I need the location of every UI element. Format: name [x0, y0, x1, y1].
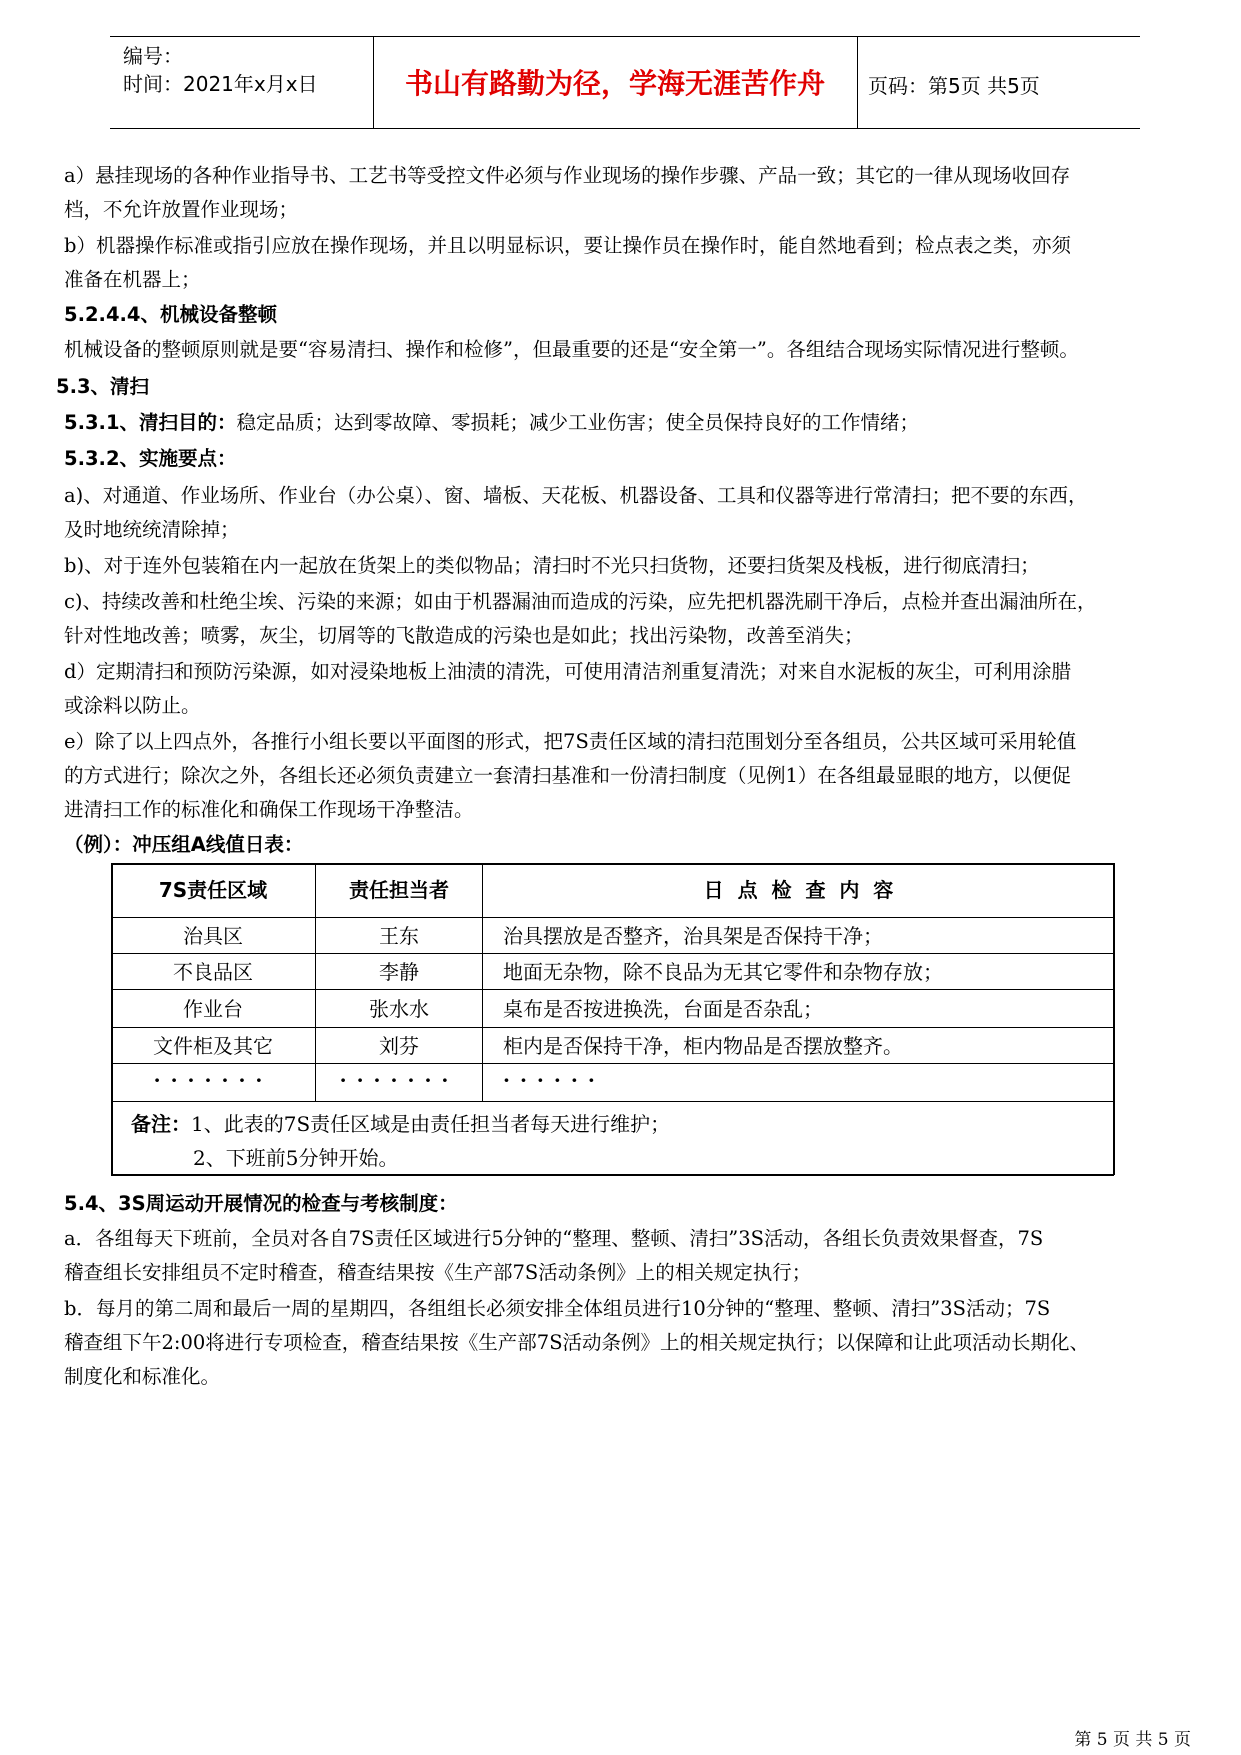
- table-rule: [111, 863, 1114, 865]
- table-cell-content: 桌布是否按进换洗，台面是否杂乱；: [503, 997, 823, 1021]
- table-rule: [111, 989, 1114, 990]
- table-cell-ellipsis: ·······: [153, 1068, 273, 1092]
- points-line: 进清扫工作的标准化和确保工作现场干净整洁。: [64, 798, 474, 821]
- purpose-line: [64, 410, 919, 436]
- table-cell-area: 作业台: [183, 997, 243, 1021]
- table-rule: [111, 1027, 1114, 1028]
- table-cell-content: 治具摆放是否整齐，治具架是否保持干净；: [503, 924, 883, 948]
- header-time-label: 时间：2021年x月x日: [123, 72, 318, 96]
- section-54-line: 稽查组长安排组员不定时稽查，稽查结果按《生产部7S活动条例》上的相关规定执行；: [64, 1261, 812, 1284]
- page-footer: 第 5 页 共 5 页: [1074, 1730, 1191, 1750]
- table-rule: [111, 1174, 1114, 1176]
- table-cell-area: 治具区: [183, 924, 243, 948]
- points-line: d）定期清扫和预防污染源，如对浸染地板上油渍的清洗，可使用清洁剂重复清洗；对来自水泥板的灰尘，可利用涂腊: [64, 660, 1071, 683]
- body-line: 档，不允许放置作业现场；: [64, 198, 299, 221]
- table-note-line: [131, 1111, 670, 1137]
- points-line: 的方式进行；除次之外，各组长还必须负责建立一套清扫基准和一份清扫制度（见例1）在各组最显眼的地方，以便促: [64, 764, 1071, 787]
- points-line: 及时地统统清除掉；: [64, 518, 240, 541]
- table-cell-owner: 王东: [379, 924, 419, 948]
- table-cell-content: 柜内是否保持干净，柜内物品是否摆放整齐。: [503, 1034, 903, 1058]
- section-54-line: a．各组每天下班前，全员对各自7S责任区域进行5分钟的“整理、整顿、清扫”3S活动，各组长负责效果督查，7S: [64, 1227, 1044, 1250]
- points-line: 或涂料以防止。: [64, 694, 201, 717]
- table-rule: [111, 953, 1114, 954]
- section-text-5244: 机械设备的整顿原则就是要“容易清扫、操作和检修”，但最重要的还是“安全第一”。各组结合现场实际情况进行整顿。: [64, 338, 1079, 361]
- points-line: e）除了以上四点外，各推行小组长要以平面图的形式，把7S责任区域的清扫范围划分至各组员，公共区域可采用轮值: [64, 730, 1077, 753]
- table-cell-owner: 李静: [379, 960, 419, 984]
- header-divider-left: [373, 36, 374, 128]
- points-line: 针对性地改善；喷雾，灰尘，切屑等的飞散造成的污染也是如此；找出污染物，改善至消失；: [64, 624, 864, 647]
- section-54-line: 制度化和标准化。: [64, 1365, 221, 1388]
- header-top-rule: [110, 36, 1140, 37]
- table-header-owner: 责任担当者: [349, 878, 449, 902]
- table-note-label: 备注：: [131, 1112, 191, 1136]
- section-title-54: 5.4、3S周运动开展情况的检查与考核制度：: [64, 1192, 458, 1215]
- section-54-line: b．每月的第二周和最后一周的星期四，各组组长必须安排全体组员进行10分钟的“整理、整顿、清扫”3S活动；7S: [64, 1297, 1051, 1320]
- table-header-content: 日 点 检 查 内 容: [703, 878, 894, 902]
- table-header-area: 7S责任区域: [158, 878, 268, 902]
- table-rule: [111, 917, 1114, 918]
- table-rule: [111, 1063, 1114, 1064]
- table-rule: [111, 1101, 1114, 1102]
- table-cell-ellipsis: ·······: [339, 1068, 459, 1092]
- section-54-line: 稽查组下午2:00将进行专项检查，稽查结果按《生产部7S活动条例》上的相关规定执行；以保障和让此项活动长期化、: [64, 1331, 1090, 1354]
- header-number-label: 编号：: [123, 44, 183, 68]
- example-title: （例）：冲压组A线值日表：: [64, 833, 304, 856]
- points-line: c)、持续改善和杜绝尘埃、污染的来源；如由于机器漏油而造成的污染，应先把机器洗刷干净后，点检并查出漏油所在，: [64, 590, 1097, 613]
- table-cell-content: 地面无杂物，除不良品为无其它零件和杂物存放；: [503, 960, 943, 984]
- purpose-text: 稳定品质；达到零故障、零损耗；减少工业伤害；使全员保持良好的工作情绪；: [236, 411, 920, 434]
- table-cell-area: 文件柜及其它: [153, 1034, 273, 1058]
- header-divider-right: [857, 36, 858, 128]
- points-label: 5.3.2、实施要点：: [64, 447, 237, 470]
- table-note-line: 2、下班前5分钟开始。: [193, 1146, 399, 1170]
- table-note-text: 1、此表的7S责任区域是由责任担当者每天进行维护；: [191, 1112, 671, 1136]
- header-bottom-rule: [110, 128, 1140, 129]
- body-line: a）悬挂现场的各种作业指导书、工艺书等受控文件必须与作业现场的操作步骤、产品一致；其它的一律从现场收回存: [64, 164, 1071, 187]
- table-rule: [1113, 863, 1115, 1175]
- table-cell-owner: 刘芬: [379, 1034, 419, 1058]
- body-line: b）机器操作标准或指引应放在操作现场，并且以明显标识，要让操作员在操作时，能自然地看到；检点表之类，亦须: [64, 234, 1071, 257]
- section-title-5244: 5.2.4.4、机械设备整顿: [64, 303, 277, 326]
- header-motto: 书山有路勤为径，学海无涯苦作舟: [404, 67, 825, 100]
- table-cell-area: 不良品区: [173, 960, 253, 984]
- purpose-label: 5.3.1、清扫目的：: [64, 411, 237, 434]
- points-line: b)、对于连外包装箱在内一起放在货架上的类似物品；清扫时不光只扫货物，还要扫货架及栈板，进行彻底清扫；: [64, 554, 1040, 577]
- points-line: a)、对通道、作业场所、作业台（办公桌）、窗、墙板、天花板、机器设备、工具和仪器等进行常清扫；把不要的东西，: [64, 484, 1088, 507]
- section-title-53: 5.3、清扫: [56, 375, 150, 398]
- header-page-code: 页码：第5页 共5页: [868, 74, 1040, 98]
- body-line: 准备在机器上；: [64, 268, 201, 291]
- table-cell-ellipsis: ······: [503, 1068, 605, 1092]
- duty-table: [111, 863, 1114, 1175]
- table-cell-owner: 张水水: [369, 997, 429, 1021]
